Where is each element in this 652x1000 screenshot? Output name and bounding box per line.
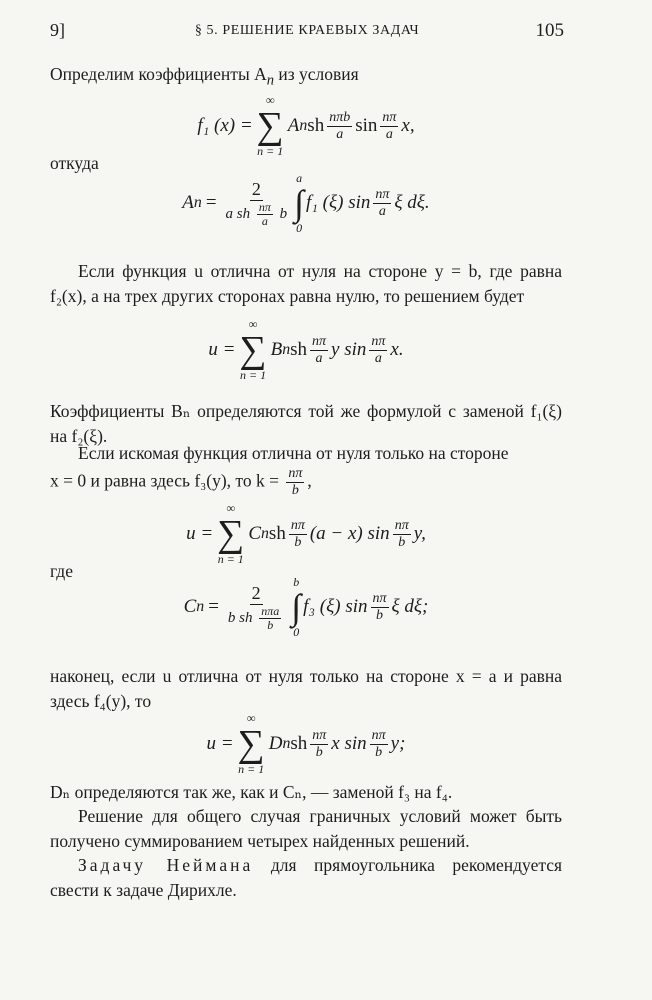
- word-gde: где: [50, 561, 73, 581]
- paragraph-side-x0-line2: x = 0 и равна здесь f₃(y), то k = $\frac{n\pi}{b}$ ,: [50, 466, 312, 498]
- running-header: [50, 20, 564, 44]
- integral-symbol: a ∫ 0: [294, 171, 305, 235]
- paragraph-neumann: Задачу Неймана для прямоугольника рекомендуется свести к задаче Дирихле.: [50, 855, 563, 900]
- paragraph-general-case: Решение для общего случая граничных условий может быть получено суммированием четырех найденных решений.: [50, 806, 562, 851]
- paragraph-Bn: Коэффициенты Bₙ определяются той же формулой с заменой f₁(ξ) на f₂(ξ).: [50, 401, 562, 446]
- paragraph-Dn: Dₙ определяются так же, как и Cₙ, — заменой f₃ на f₄.: [50, 782, 453, 802]
- equation-u-Bn-series: u = ∞ ∑ n = 1 B n sh $\frac{n\pi}{a}$ y sin $\frac{n\pi}{a}$ x.: [208, 317, 404, 382]
- equation-An-integral: A n = 2 a sh $\frac{n\pi}{a}$ b a ∫ 0 f₁ (ξ) sin $\frac{n\pi}{a}$ ξ dξ.: [182, 171, 430, 235]
- section-title: § 5. РЕШЕНИЕ КРАЕВЫХ ЗАДАЧ: [194, 23, 420, 38]
- paragraph-side-xa: наконец, если u отлична от нуля только на стороне x = a и равна здесь f₄(y), то: [50, 666, 562, 711]
- equation-u-Cn-series: u = ∞ ∑ n = 1 C n sh $\frac{n\pi}{b}$ (a − x) sin $\frac{n\pi}{b}$ y,: [186, 501, 426, 566]
- chapter-number: 9]: [50, 20, 65, 40]
- page-number: 105: [535, 20, 564, 41]
- equation-f1-series: f₁ (x) = ∞ ∑ n = 1 A n sh $\frac{\text{nπb}}{a}$ sin $\frac{n\pi}{a}$ x,: [197, 93, 415, 158]
- word-otkuda: откуда: [50, 153, 99, 173]
- paragraph-side-x0-line1: Если искомая функция отлична от нуля только на стороне: [78, 443, 509, 463]
- spaced-emphasis: Задачу Неймана: [78, 855, 254, 875]
- equation-Cn-integral: C n = 2 b sh $\frac{\text{nπa}}{b}$ b ∫ 0 f₃ (ξ) sin $\frac{n\pi}{b}$ ξ dξ;: [183, 575, 429, 639]
- paragraph-coefficients-intro: Определим коэффициенты $A_n$ из условия: [50, 64, 359, 89]
- equation-u-Dn-series: u = ∞ ∑ n = 1 D n sh $\frac{n\pi}{b}$ x sin $\frac{n\pi}{b}$ y;: [206, 711, 406, 776]
- paragraph-side-yb: Если функция u отлична от нуля на стороне y = b, где равна f₂(x), а на трех других сторонах равна нулю, то решением будет: [50, 261, 562, 306]
- sum-symbol: ∞ ∑ n = 1: [256, 93, 284, 158]
